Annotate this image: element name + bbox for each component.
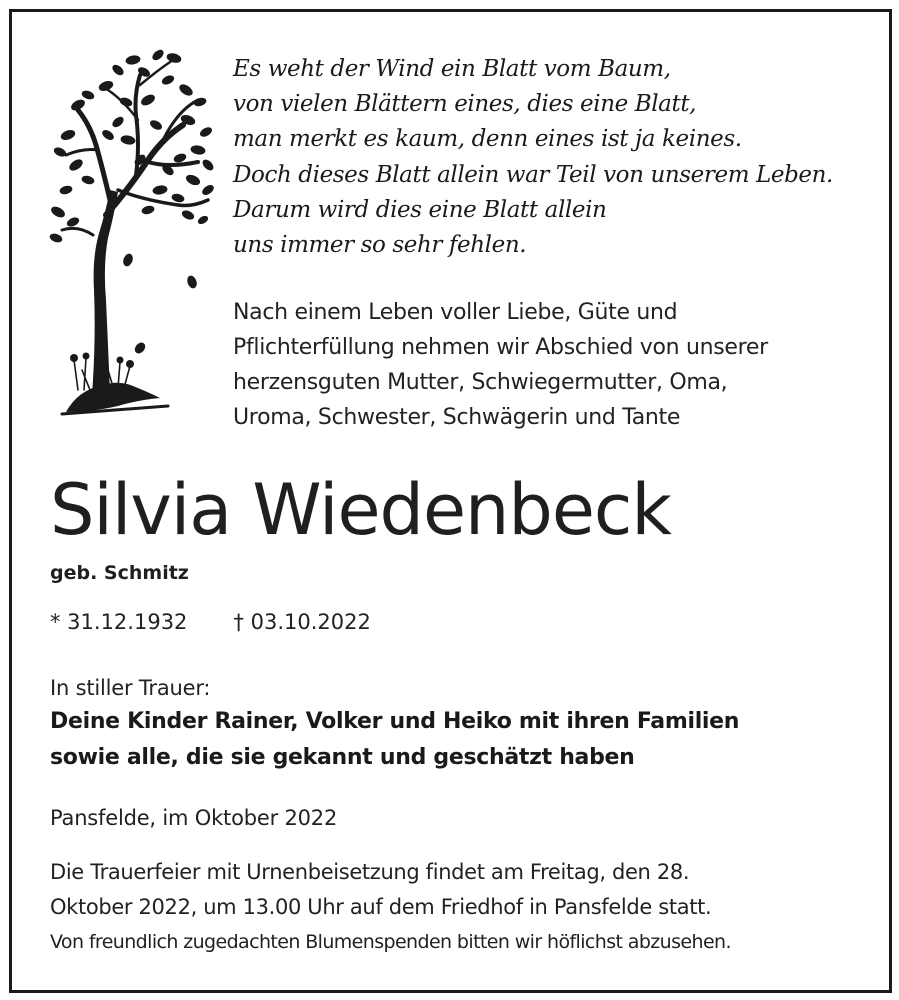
mourning-label: In stiller Trauer: [50,676,211,700]
poem-line: von vielen Blättern eines, dies eine Blatt, [233,91,697,118]
life-dates [50,603,371,641]
intro-text [233,295,873,435]
death-date: † 03.10.2022 [233,610,371,634]
mourners-line: Deine Kinder Rainer, Volker und Heiko mit ihren Familien [50,709,740,734]
flowers-note: Von freundlich zugedachten Blumenspenden bitten wir höflichst abzusehen. [50,931,731,953]
poem-line: Doch dieses Blatt allein war Teil von unserem Leben. [233,161,833,188]
poem-line: Es weht der Wind ein Blatt vom Baum, [233,56,671,82]
mourners-line: sowie alle, die sie gekannt und geschätzt haben [50,745,635,770]
poem-line: Darum wird dies eine Blatt allein [233,196,607,223]
intro-line: Uroma, Schwester, Schwägerin und Tante [233,405,681,430]
poem-line: uns immer so sehr fehlen. [233,232,527,259]
intro-line: Pflichterfüllung nehmen wir Abschied von unserer [233,335,768,360]
place-date: Pansfelde, im Oktober 2022 [50,806,338,830]
funeral-line: Oktober 2022, um 13.00 Uhr auf dem Friedhof in Pansfelde statt. [50,895,712,919]
maiden-name: geb. Schmitz [50,562,189,584]
poem-line: man merkt es kaum, denn eines ist ja keines. [233,126,742,153]
funeral-line: Die Trauerfeier mit Urnenbeisetzung findet am Freitag, den 28. [50,860,690,884]
intro-line: Nach einem Leben voller Liebe, Güte und [233,300,678,325]
tree-icon [48,40,218,425]
mourners [50,704,739,776]
poem [233,52,873,263]
intro-line: herzensguten Mutter, Schwiegermutter, Oma, [233,370,728,395]
funeral-info [50,855,711,925]
deceased-name: Silvia Wiedenbeck [50,469,671,551]
birth-date: * 31.12.1932 [50,610,188,634]
